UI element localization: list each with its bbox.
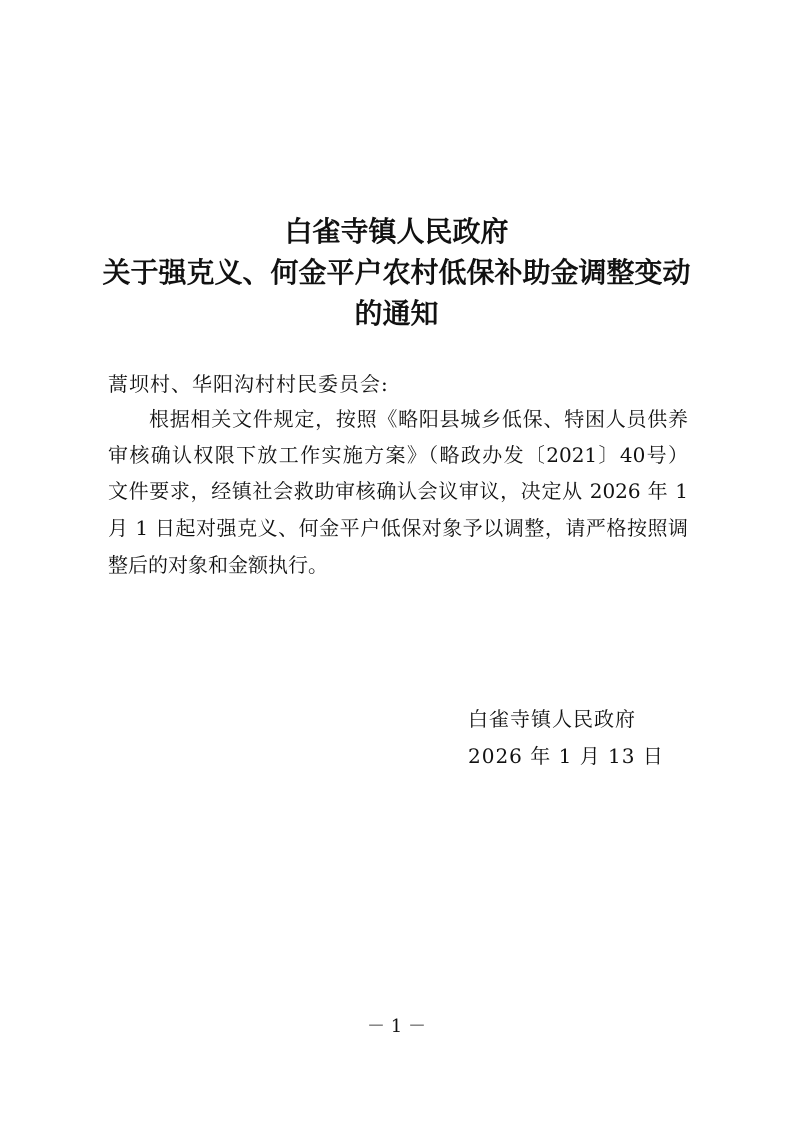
addressee: 蒿坝村、华阳沟村村民委员会: [108,372,389,396]
title-line-2: 关于强克义、何金平户农村低保补助金调整变动 [102,256,691,289]
body-line: 根据相关文件规定，按照《略阳县城乡低保、特困人员供养 [149,407,688,431]
issuer-signature: 白雀寺镇人民政府 [468,707,636,731]
title-line-1: 白雀寺镇人民政府 [284,215,509,248]
body-line: 文件要求，经镇社会救助审核确认会议审议，决定从 2026 年 1 [108,479,688,503]
body-line: 整后的对象和金额执行。 [108,553,328,577]
issue-date: 2026 年 1 月 13 日 [468,744,664,768]
title-line-3: 的通知 [354,297,439,330]
body-line: 审核确认权限下放工作实施方案》（略政办发〔2021〕40号） [108,443,688,467]
body-line: 月 1 日起对强克义、何金平户低保对象予以调整，请严格按照调 [108,516,688,540]
page-number: － 1 － [367,1016,426,1037]
